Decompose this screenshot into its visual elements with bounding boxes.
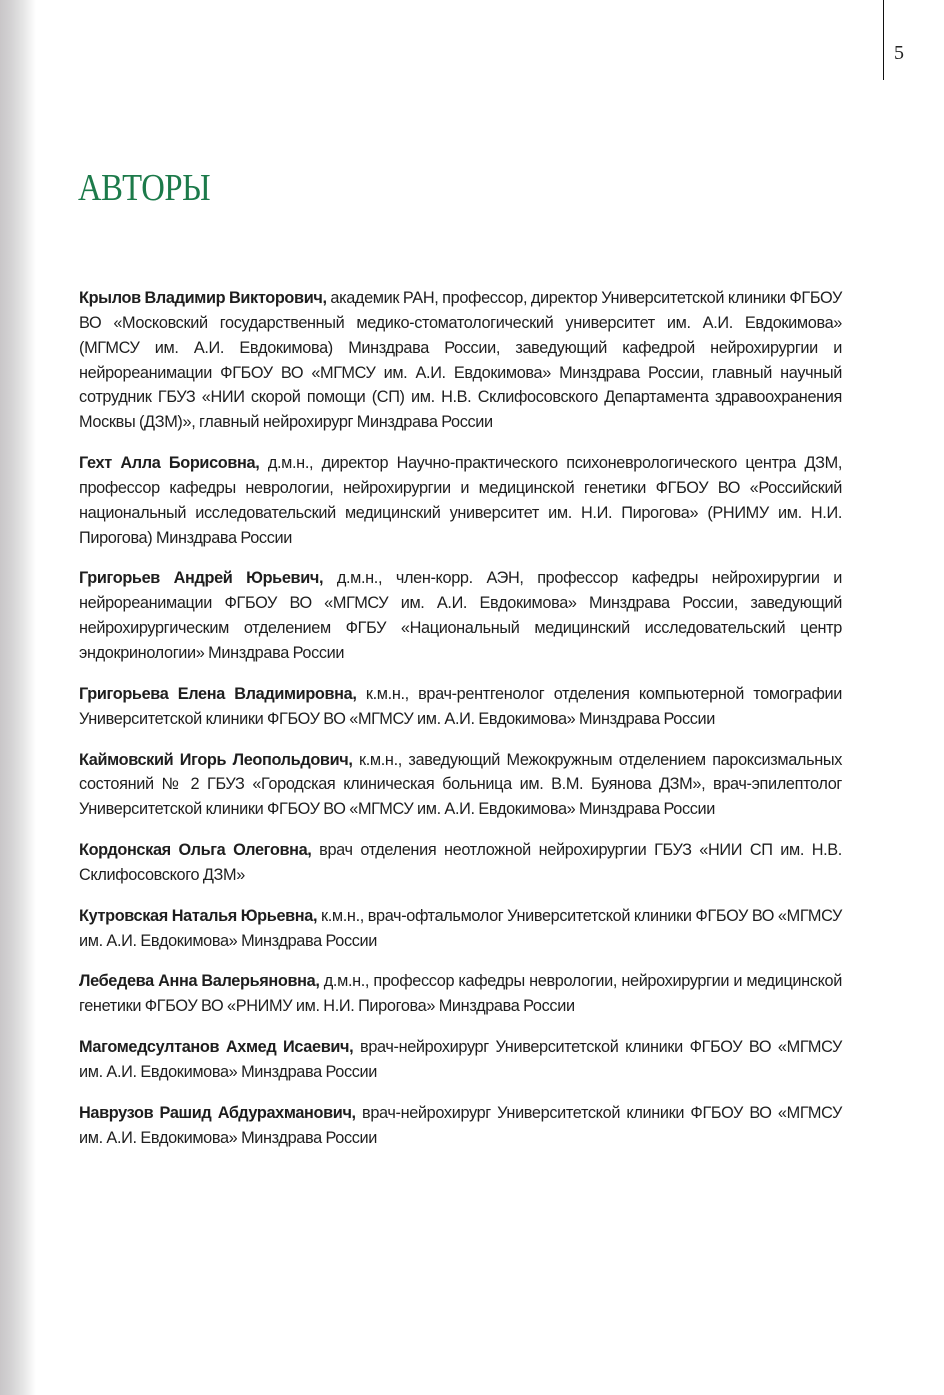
author-name: Крылов Владимир Викторович,	[79, 289, 327, 307]
page-number: 5	[894, 42, 904, 64]
author-description: врач отделения неотложной нейрохирургии ГБУЗ «НИИ СП им. Н.В. Склифосовского ДЗМ»	[79, 841, 842, 884]
author-description: врач-нейрохирург Университетской клиники ФГБОУ ВО «МГМСУ им. А.И. Евдокимова» Минздрава России	[79, 1038, 842, 1081]
page-binding-shadow	[0, 0, 36, 1395]
authors-list	[79, 286, 842, 1166]
author-name: Гехт Алла Борисовна,	[79, 454, 260, 473]
author-name: Наврузов Рашид Абдурахманович,	[79, 1103, 356, 1122]
author-description: врач-нейрохирург Университетской клиники ФГБОУ ВО «МГМСУ им. А.И. Евдокимова» Минздрава России	[79, 1103, 842, 1147]
author-name: Григорьев Андрей Юрьевич,	[79, 569, 324, 588]
author-entry	[79, 748, 842, 823]
author-name: Магомедсултанов Ахмед Исаевич,	[79, 1038, 354, 1057]
author-name: Кутровская Наталья Юрьевна,	[79, 906, 318, 925]
author-description: к.м.н., врач-рентгенолог отделения компьютерной томографии Университетской клиники ФГБОУ ВО «МГМСУ им. А.И. Евдокимова» Минздрава России	[79, 684, 842, 728]
author-name: Лебедева Анна Валерьяновна,	[79, 972, 320, 991]
author-description: к.м.н., врач-офтальмолог Университетской клиники ФГБОУ ВО «МГМСУ им. А.И. Евдокимова» Минздрава России	[79, 906, 842, 950]
author-entry	[79, 451, 842, 550]
author-description: д.м.н., профессор кафедры неврологии, нейрохирургии и медицинской генетики ФГБОУ ВО «РНИМУ им. Н.И. Пирогова» Минздрава России	[79, 972, 843, 1016]
author-entry	[79, 682, 842, 732]
author-description: академик РАН, профессор, директор Университетской клиники ФГБОУ ВО «Московский государственный медико-стоматологический университет им. А.И. Евдокимова» (МГМСУ им. А.И. Евдокимова) Минздрава России, заведующий кафедрой нейрохирургии и нейрореанимации ФГБОУ ВО «МГМСУ им. А.И. Евдокимова» Минздрава России, главный научный сотрудник ГБУЗ «НИИ скорой помощи (СП) им. Н.В. Склифосовского Департамента здравоохранения Москвы (ДЗМ)», главный нейрохирург Минздрава России	[79, 289, 842, 432]
author-entry	[79, 1035, 842, 1085]
author-entry	[79, 838, 842, 888]
author-entry	[79, 566, 842, 665]
author-entry	[79, 1101, 842, 1151]
author-name: Григорьева Елена Владимировна,	[79, 684, 357, 703]
author-name: Каймовский Игорь Леопольдович,	[79, 750, 353, 769]
author-description: д.м.н., директор Научно-практического психоневрологического центра ДЗМ, профессор кафедры неврологии, нейрохирургии и медицинской генетики ФГБОУ ВО «Российский национальный исследовательский медицинский университет им. Н.И. Пирогова» (РНИМУ им. Н.И. Пирогова) Минздрава России	[79, 454, 842, 547]
author-entry	[79, 969, 842, 1019]
author-entry	[79, 904, 842, 954]
page-title: АВТОРЫ	[78, 167, 211, 209]
author-description: д.м.н., член-корр. АЭН, профессор кафедры нейрохирургии и нейрореанимации ФГБОУ ВО «МГМСУ им. А.И. Евдокимова» Минздрава России, заведующий нейрохирургическим отделением ФГБУ «Национальный медицинский исследовательский центр эндокринологии» Минздрава России	[79, 569, 842, 662]
author-entry	[79, 286, 842, 435]
author-description: к.м.н., заведующий Межокружным отделением пароксизмальных состояний № 2 ГБУЗ «Городская клиническая больница им. В.М. Буянова ДЗМ», врач-эпилептолог Университетской клиники ФГБОУ ВО «МГМСУ им. А.И. Евдокимова» Минздрава России	[79, 750, 842, 819]
page-number-rule	[883, 0, 884, 80]
author-name: Кордонская Ольга Олеговна,	[79, 841, 312, 860]
